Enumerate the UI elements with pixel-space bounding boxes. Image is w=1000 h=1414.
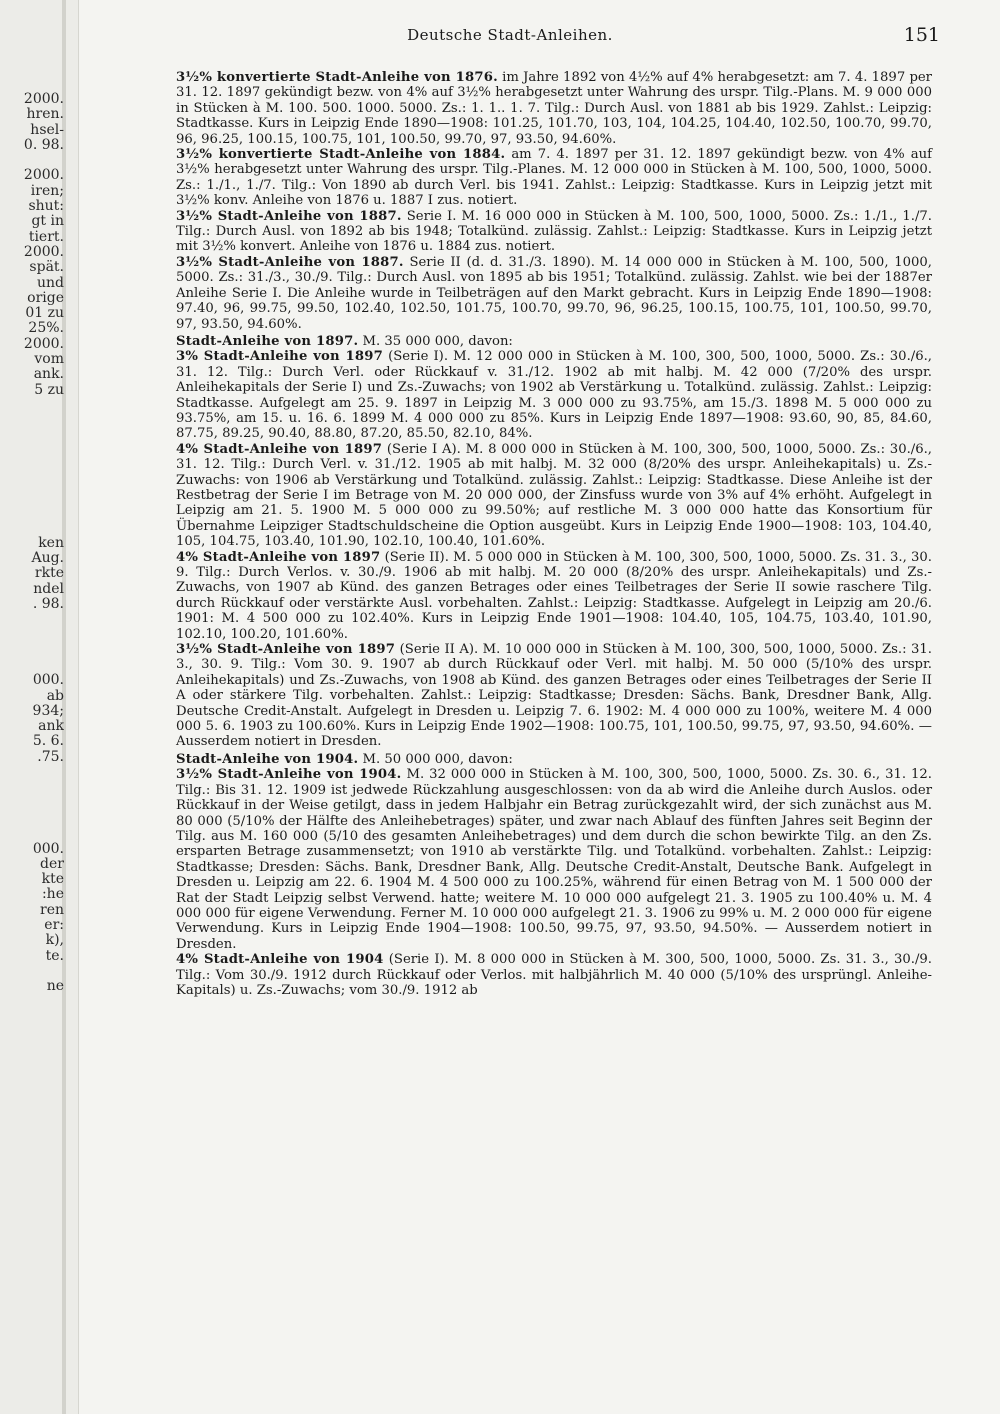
gutter-fragment (2, 505, 64, 520)
gutter-fragment: hsel- (30, 122, 64, 138)
gutter-fragment (2, 765, 64, 780)
gutter-fragment: 000. (32, 673, 64, 689)
entry-lead: 4% Stadt-Anleihe von 1897 (176, 441, 383, 457)
gutter-fragment: kte (41, 872, 64, 888)
entry-text: am 7. 4. 1897 per 31. 12. 1897 gekündigt bezw. von 4% auf 3½% herabgesetzt unter Wahrung des urspr. Tilg.-Planes. M. 12 000 000 in Stücken à M. 100, 500, 1000, 5000. Zs.: 1./1., 1./7. Tilg.: Von 1890 ab durch Verl. bis 1941. Zahlst.: Leipzig: Stadtkasse. Kurs in Leipzig jetzt mit 3½% konv. Anleihe von 1876 u. 1887 I zus. notiert. (176, 147, 932, 209)
entry-text: (Serie I). M. 12 000 000 in Stücken à M. 100, 300, 500, 1000, 5000. Zs.: 30./6., 31. 12. Tilg.: Durch Verl. oder Rückkauf v. 31./12. 1902 ab mit halbj. M. 42 000 (7/20% des urspr. Anleihekapitals der Serie I) und Zs.-Zuwachs; von 1902 ab Verstärkung u. Totalkünd. zulässig. Zahlst.: Leipzig: Stadtkasse. Aufgelegt am 25. 9. 1897 in Leipzig M. 3 000 000 zu 93.75%, am 15./3. 1898 M. 5 000 000 zu 93.75%, am 15. u. 16. 6. 1899 M. 4 000 000 zu 85%. Kurs in Leipzig Ende 1897—1908: 93.60, 90, 85, 84.60, 87.75, 89.25, 90.40, 88.80, 87.20, 85.50, 82.10, 84%. (176, 349, 932, 442)
gutter-fragment: 2000. (23, 336, 64, 352)
gutter-fragment: ken (38, 535, 64, 551)
gutter-fragment: vom (34, 352, 64, 368)
gutter-fragment: 000. (32, 841, 64, 857)
gutter-fragment (2, 811, 64, 826)
gutter-fragment: 2000. (23, 244, 64, 260)
loan-entry (176, 349, 932, 441)
gutter-fragment: 5. 6. (32, 734, 64, 750)
gutter-fragment (2, 520, 64, 535)
gutter-fragment: :he (41, 887, 64, 903)
gutter-fragment: gt in (31, 214, 64, 230)
entry-lead: Stadt-Anleihe von 1904. (176, 751, 359, 767)
previous-page-gutter (0, 0, 79, 1414)
loan-entry (176, 642, 932, 750)
section-heading (176, 334, 932, 349)
gutter-fragment: ren (40, 902, 64, 918)
entry-text: (Serie II A). M. 10 000 000 in Stücken à M. 100, 300, 500, 1000, 5000. Zs.: 31. 3., 30. 9. Tilg.: Vom 30. 9. 1907 ab durch Rückkauf oder Verl. mit halbj. M. 50 000 (5/10% des urspr. Anleihekapitals) und Zs.-Zuwachs, von 1908 ab Künd. des ganzen Betrages oder eines Teilbetrages der Serie II A oder stärkere Tilg. vorbehalten. Zahlst.: Leipzig: Stadtkasse; Dresden: Sächs. Bank, Dresdner Bank, Allg. Deutsche Credit-Anstalt. Aufgelegt in Dresden u. Leipzig 7. 6. 1902: M. 4 000 000 zu 100%, weitere M. 4 000 000 5. 6. 1903 zu 100.60%. Kurs in Leipzig Ende 1902—1908: 100.75, 101, 100.50, 99.75, 97, 93.50, 94.60%. — Ausserdem notiert in Dresden. (176, 642, 932, 750)
gutter-fragment: spät. (29, 260, 64, 276)
gutter-fragment: 934; (32, 703, 64, 719)
gutter-fragment: ab (46, 688, 64, 704)
entry-lead: 3% Stadt-Anleihe von 1897 (176, 349, 384, 365)
loan-entry (176, 442, 932, 550)
loan-entry (176, 767, 932, 952)
entry-text: im Jahre 1892 von 4½% auf 4% herabgesetzt: am 7. 4. 1897 per 31. 12. 1897 gekündigt bezw. von 4% auf 3½% herabgesetzt unter Wahrung des urspr. Tilg.-Plans. M. 9 000 000 in Stücken à M. 100. 500. 1000. 5000. Zs.: 1. 1.. 1. 7. Tilg.: Durch Ausl. von 1881 ab bis 1929. Zahlst.: Leipzig: Stadtkasse. Kurs in Leipzig Ende 1890—1908: 101.25, 101.70, 103, 104, 104.25, 104.40, 102.50, 100.70, 99.70, 96, 96.25, 100.15, 100.75, 101, 100.50, 99.70, 97, 93.50, 94.60%. (176, 70, 932, 147)
gutter-fragment (2, 153, 64, 168)
gutter-fragment (2, 964, 64, 979)
gutter-fragment: te. (45, 948, 64, 964)
entry-text: M. 50 000 000, davon: (358, 751, 513, 767)
gutter-fragment (2, 490, 64, 505)
page-number: 151 (903, 24, 940, 46)
entry-lead: 3½% Stadt-Anleihe von 1887. (176, 208, 402, 224)
gutter-fragment: und (37, 275, 64, 291)
gutter-fragment (2, 474, 64, 489)
loan-entry (176, 952, 932, 998)
gutter-fragment: k), (45, 933, 64, 949)
entry-text: Serie II (d. d. 31./3. 1890). M. 14 000 000 in Stücken à M. 100, 500, 1000, 5000. Zs.: 31./3., 30./9. Tilg.: Durch Ausl. von 1895 ab bis 1951; Totalkünd. zulässig. Zahlst. wie bei der 1887er Anleihe Serie I. Die Anleihe wurde in Teilbeträgen auf den Markt gebracht. Kurs in Leipzig Ende 1890—1908: 97.40, 96, 99.75, 99.50, 102.40, 102.50, 101.75, 100.70, 99.70, 96, 96.25, 100.15, 100.75, 101, 100.50, 99.70, 97, 93.50, 94.60%. (176, 254, 932, 332)
gutter-fragment: der (40, 856, 64, 872)
entry-lead: 3½% Stadt-Anleihe von 1887. (176, 254, 404, 270)
gutter-fragment: .75. (37, 749, 64, 765)
gutter-fragment: hren. (26, 107, 64, 123)
gutter-fragment (2, 444, 64, 459)
gutter-fragment (2, 826, 64, 841)
gutter-fragment: ank (38, 719, 64, 735)
loan-entry (176, 70, 932, 147)
entry-lead: 3½% Stadt-Anleihe von 1904. (176, 767, 402, 783)
section-heading (176, 752, 932, 767)
gutter-fragment (2, 780, 64, 795)
entry-text: (Serie II). M. 5 000 000 in Stücken à M. 100, 300, 500, 1000, 5000. Zs. 31. 3., 30. 9. Tilg.: Durch Verlos. v. 30./9. 1906 ab mit halbj. M. 20 000 (8/20% des urspr. Anleihekapitals) und Zs.-Zuwachs, von 1907 ab Künd. des ganzen Betrages oder eines Teilbetrages der Serie II sowie raschere Tilg. durch Rückkauf oder verstärkte Ausl. vorbehalten. Zahlst.: Leipzig: Stadtkasse. Aufgelegt in Leipzig am 20./6. 1901: M. 4 500 000 zu 102.40%. Kurs in Leipzig Ende 1901—1908: 104.40, 105, 104.75, 103.40, 101.90, 102.10, 100.20, 101.60%. (176, 549, 932, 642)
gutter-fragment (2, 413, 64, 428)
running-title: Deutsche Stadt-Anleihen. (407, 26, 613, 44)
gutter-fragment (2, 429, 64, 444)
entry-text: (Serie I). M. 8 000 000 in Stücken à M. 300, 500, 1000, 5000. Zs. 31. 3., 30./9. Tilg.: Vom 30./9. 1912 durch Rückkauf oder Verlos. mit halbjährlich M. 40 000 (5/10% des ursprüngl. Anleihe-Kapitals) u. Zs.-Zuwachs; vom 30./9. 1912 ab (176, 952, 932, 998)
entry-text: M. 32 000 000 in Stücken à M. 100, 300, 500, 1000, 5000. Zs. 30. 6., 31. 12. Tilg.: Bis 31. 12. 1909 ist jedwede Rückzahlung ausgeschlossen: von da ab wird die Anleihe durch Auslos. oder Rückkauf in der Weise getilgt, dass in jedem Halbjahr ein Betrag zurückgezahlt wird, der sich zunächst aus M. 80 000 (5/10% der Hälfte des Anleihebetrages) später, und zwar nach Ablauf des fünften Jahres seit Beginn der Tilg. aus M. 160 000 (5/10 des gesamten Anleihebetrages) und dem durch die schon bewirkte Tilg. an den Zs. ersparten Betrage zusammensetzt; von 1910 ab verstärkte Tilg. und Totalkünd. vorbehalten. Zahlst.: Leipzig: Stadtkasse; Dresden: Sächs. Bank, Dresdner Bank, Allg. Deutsche Credit-Anstalt, Deutsche Bank. Aufgelegt in Dresden u. Leipzig am 22. 6. 1904 M. 4 500 000 zu 100.25%, während für einen Betrag von M. 1 500 000 der Rat der Stadt Leipzig selbst Verwend. hatte; weitere M. 10 000 000 aufgelegt 21. 3. 1905 zu 100.40% u. M. 4 000 000 für eigene Verwendung. Ferner M. 10 000 000 aufgelegt 21. 3. 1906 zu 99% u. M. 2 000 000 für eigene Verwendung. Kurs in Leipzig Ende 1904—1908: 100.50, 99.75, 97, 93.50, 94.50%. — Ausserdem notiert in Dresden. (176, 767, 932, 952)
entry-lead: 3½% konvertierte Stadt-Anleihe von 1876. (176, 70, 498, 85)
page-header (80, 24, 940, 50)
gutter-fragment: ndel (33, 581, 64, 597)
main-text (116, 70, 932, 998)
gutter-fragment: 01 zu (25, 306, 64, 322)
gutter-fragment: Aug. (31, 550, 64, 566)
gutter-fragment (2, 459, 64, 474)
gutter-fragment (2, 612, 64, 627)
entry-lead: 4% Stadt-Anleihe von 1904 (176, 952, 384, 968)
gutter-fragment: tiert. (28, 229, 64, 245)
loan-entry (176, 209, 932, 255)
gutter-fragment: 25%. (28, 321, 64, 337)
gutter-fragment: 0. 98. (23, 137, 64, 153)
previous-page-fragments (2, 92, 64, 995)
gutter-fragment: ne (46, 979, 64, 995)
gutter-fragment (2, 796, 64, 811)
entry-text: Serie I. M. 16 000 000 in Stücken à M. 100, 500, 1000, 5000. Zs.: 1./1., 1./7. Tilg.: Durch Ausl. von 1892 ab bis 1948; Totalkünd. zulässig. Zahlst.: Leipzig: Stadtkasse. Kurs in Leipzig jetzt mit 3½% konvert. Anleihe von 1876 u. 1884 zus. notiert. (176, 208, 932, 255)
gutter-fragment (2, 398, 64, 413)
entry-lead: Stadt-Anleihe von 1897. (176, 333, 359, 349)
loan-entry (176, 550, 932, 642)
entry-text: (Serie I A). M. 8 000 000 in Stücken à M. 100, 300, 500, 1000, 5000. Zs.: 30./6., 31. 12. Tilg.: Durch Verl. v. 31./12. 1905 ab mit halbj. M. 32 000 (8/20% des urspr. Anleihekapitals) u. Zs.-Zuwachs: von 1906 ab Verstärkung und Totalkünd. zulässig. Zahlst.: Leipzig: Stadtkasse. Diese Anleihe ist der Restbetrag der Serie I im Betrage von M. 20 000 000, der Zinsfuss wurde von 3% auf 4% erhöht. Aufgelegt in Leipzig am 21. 5. 1900 M. 5 000 000 zu 99.50%; auf restliche M. 3 000 000 hatte das Konsortium für Übernahme Leipziger Stadtschuldscheine die Option ausgeübt. Kurs in Leipzig Ende 1900—1908: 103, 104.40, 105, 104.75, 103.40, 101.90, 102.10, 100.40, 101.60%. (176, 441, 932, 550)
gutter-fragment: ank. (33, 367, 64, 383)
gutter-fragment (2, 627, 64, 642)
gutter-fragment: iren; (30, 183, 64, 199)
entry-lead: 4% Stadt-Anleihe von 1897 (176, 549, 381, 565)
entry-text: M. 35 000 000, davon: (358, 333, 513, 349)
gutter-fragment (2, 643, 64, 658)
gutter-fragment: er: (44, 918, 64, 934)
loan-entry (176, 147, 932, 209)
entry-lead: 3½% konvertierte Stadt-Anleihe von 1884. (176, 147, 506, 163)
gutter-fragment: rkte (34, 566, 64, 582)
gutter-fragment: 2000. (23, 168, 64, 184)
gutter-fragment: shut: (28, 199, 64, 215)
gutter-fragment: 5 zu (34, 382, 64, 398)
entry-lead: 3½% Stadt-Anleihe von 1897 (176, 642, 396, 658)
gutter-fragment (2, 658, 64, 673)
gutter-fragment: . 98. (32, 596, 64, 612)
gutter-fragment: 2000. (23, 92, 64, 107)
gutter-fragment: orige (27, 290, 64, 306)
loan-entry (176, 255, 932, 332)
